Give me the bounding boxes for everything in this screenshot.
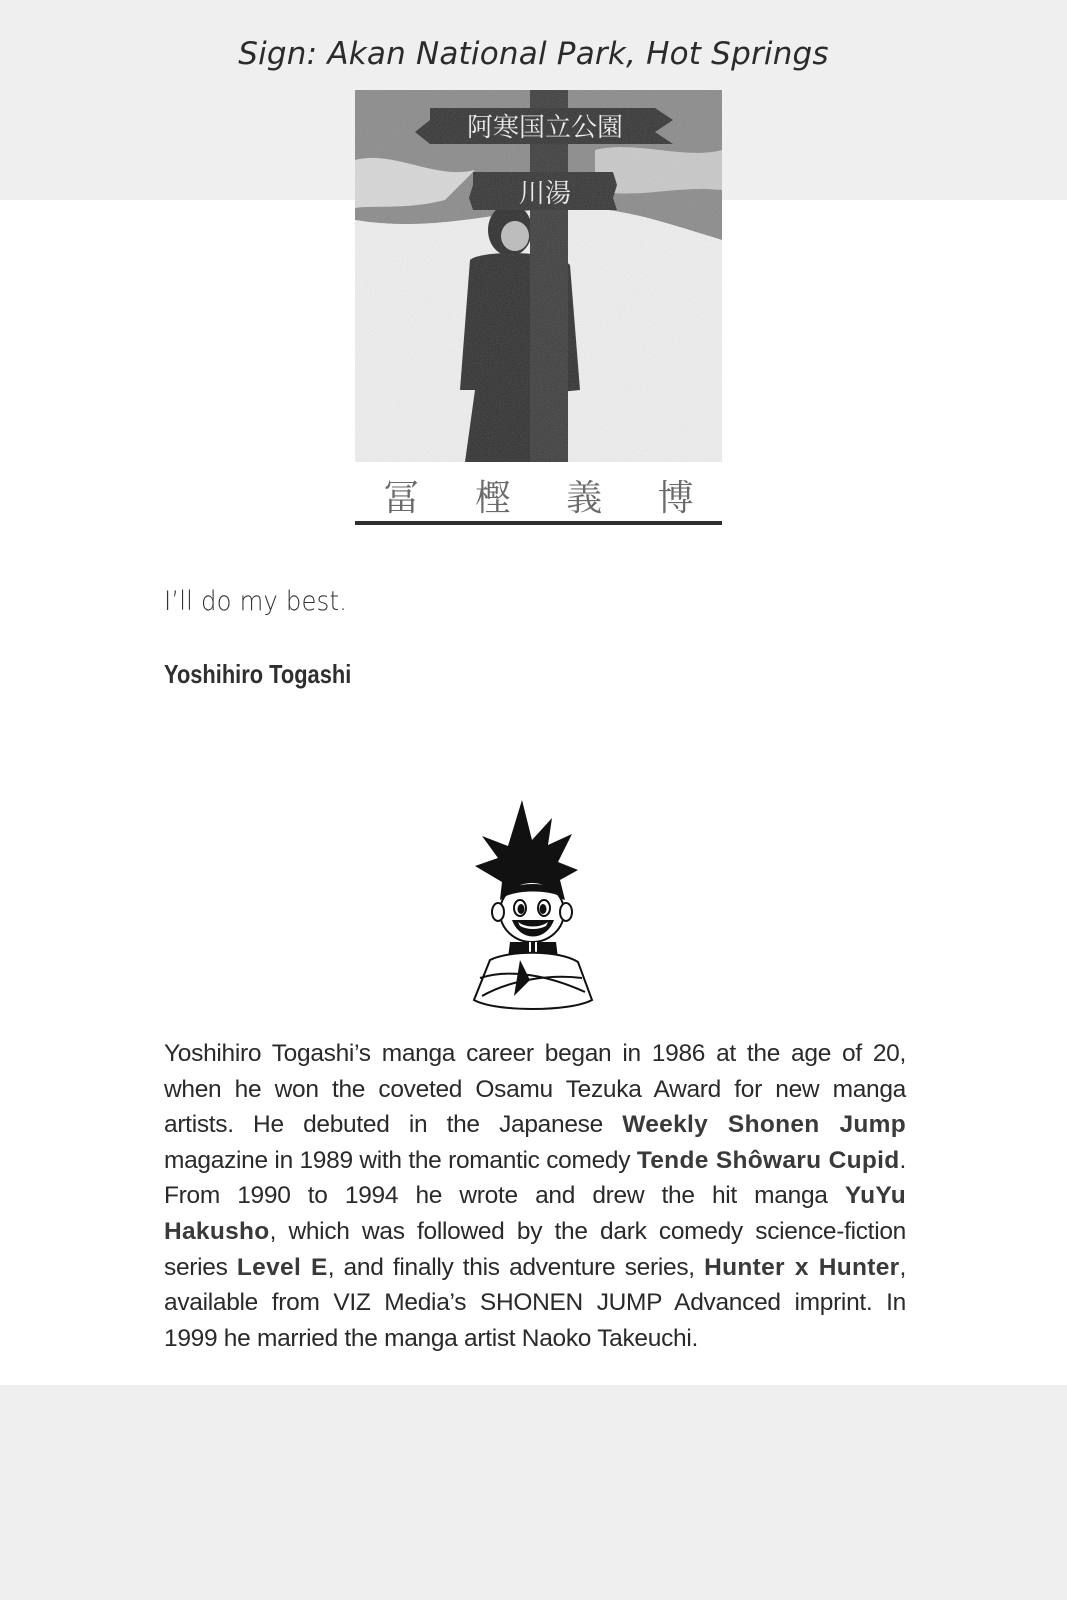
author-name-japanese: 冨 樫 義 博 <box>383 478 716 519</box>
divider-rule <box>355 521 722 525</box>
bio-text: , available from VIZ Media’s SHONEN JUMP Advanced imprint. In 1999 he married the manga artist Naoko Takeuchi. <box>164 1253 906 1352</box>
photo-caption: Sign: Akan National Park, Hot Springs <box>238 36 829 72</box>
bio-title-tende-showaru-cupid: Tende Shôwaru Cupid <box>636 1146 900 1174</box>
author-photo <box>355 90 722 462</box>
author-signature: Yoshihiro Togashi <box>164 659 352 689</box>
bio-text: , which was followed by the dark comedy science-fiction series <box>164 1217 906 1281</box>
author-quote: I’ll do my best. <box>164 586 348 617</box>
bio-title-weekly-shonen-jump: Weekly Shonen Jump <box>622 1111 906 1139</box>
bio-text: . From 1990 to 1994 he wrote and drew the hit manga <box>164 1146 906 1210</box>
gon-character-icon <box>470 800 595 1015</box>
bio-text: magazine in 1989 with the romantic comedy <box>164 1146 637 1174</box>
bio-title-level-e: Level E <box>236 1253 328 1281</box>
character-illustration <box>470 800 595 1015</box>
author-photo-illustration <box>355 90 722 462</box>
author-biography <box>164 1036 906 1356</box>
bio-title-hunter-x-hunter: Hunter x Hunter <box>704 1253 900 1281</box>
bio-text: Yoshihiro Togashi’s manga career began in 1986 at the age of 20, when he won the coveted Osamu Tezuka Award for new manga artists. He debuted in the Japanese <box>164 1040 906 1139</box>
bio-text: , and finally this adventure series, <box>327 1253 705 1281</box>
bio-title-yuyu-hakusho: YuYu Hakusho <box>164 1182 906 1245</box>
